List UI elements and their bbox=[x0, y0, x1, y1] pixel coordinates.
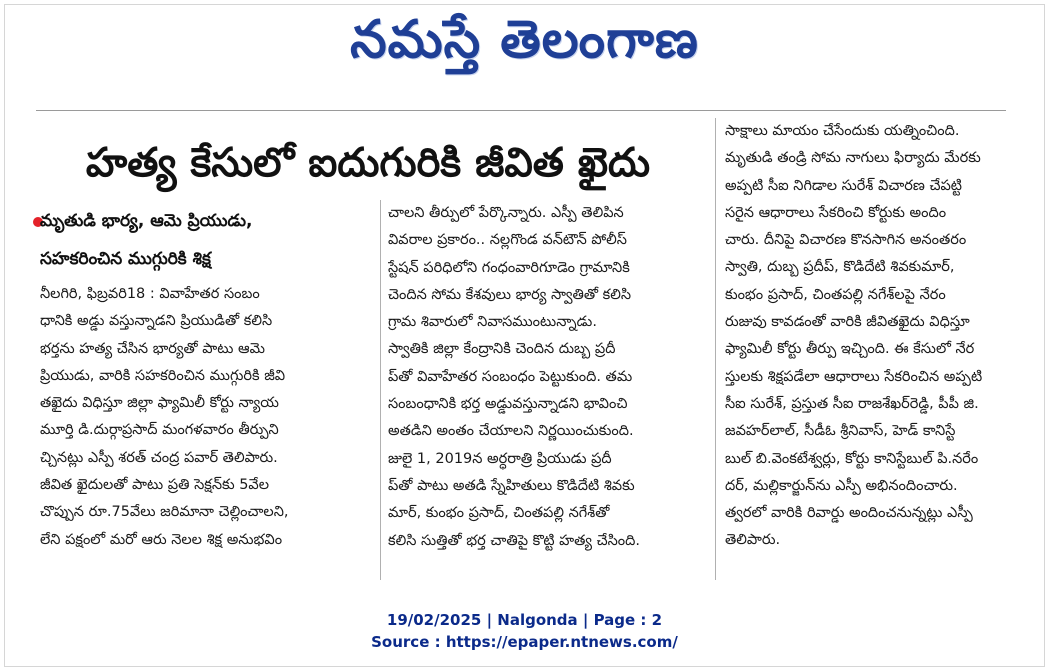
article-text-line: నీలగిరి, ఫిబ్రవరి18 : వివాహేతర సంబం bbox=[40, 286, 260, 302]
article-text-line: స్వాతికి జిల్లా కేంద్రానికి చెందిన దుబ్బ ప్రదీ bbox=[388, 341, 616, 358]
article-text-line: సీఐ సురేశ్, ప్రస్తుత సీఐ రాజశేఖర్‌రెడ్డి, పీపీ జి. bbox=[725, 395, 979, 412]
article-text-line: స్టేషన్ పరిధిలోని గంధంవారిగూడెం గ్రామానికి bbox=[388, 259, 630, 276]
article-text-line: బుల్ బి.వెంకటేశ్వర్లు, కోర్టు కానిస్టేబుల్ పి.నరేం bbox=[725, 450, 979, 467]
article-text-line: అతడిని అంతం చేయాలని నిర్ణయించుకుంది. bbox=[388, 423, 634, 440]
article-text-line: సరైన ఆధారాలు సేకరించి కోర్టుకు అందిం bbox=[725, 204, 947, 221]
article-text-line: లేని పక్షంలో మరో ఆరు నెలల శిక్ష అనుభవిం bbox=[40, 531, 283, 548]
article-text-line: ప్‌తో వివాహేతర సంబంధం పెట్టుకుంది. తమ bbox=[388, 368, 633, 385]
article-text-line: త్వరలో వారికి రివార్డు అందించనున్నట్లు ఎస్పీ bbox=[725, 505, 973, 522]
subheadline-line-2: సహకరించిన ముగ్గురికి శిక్ష bbox=[40, 249, 211, 269]
article-text-line: మార్, కుంభం ప్రసాద్, చింతపల్లి నగేశ్‌తో bbox=[388, 505, 610, 522]
column-divider-2 bbox=[715, 200, 716, 580]
masthead-divider bbox=[36, 110, 1006, 111]
article-text-line: గ్రామ శివారులో నివాసముంటున్నాడు. bbox=[388, 314, 597, 331]
article-text-line: ప్‌తో పాటు అతడి స్నేహితులు కొడిదేటి శివకు bbox=[388, 477, 635, 494]
footer-source: Source : https://epaper.ntnews.com/ bbox=[371, 633, 678, 651]
article-text-line: రుజువు కావడంతో వారికి జీవితఖైదు విధిస్తూ bbox=[725, 314, 970, 331]
article-text-line: సంబంధానికి భర్త అడ్డువస్తున్నాడని భావించి bbox=[388, 396, 628, 413]
column-divider-1 bbox=[380, 200, 381, 580]
article-text-line: ఫ్యామిలీ కోర్టు తీర్పు ఇచ్చింది. ఈ కేసులో నేర bbox=[725, 341, 975, 358]
subheadline-line-1: మృతుడి భార్య, ఆమె ప్రియుడు, bbox=[40, 211, 253, 231]
article-text-line: జులై 1, 2019న అర్ధరాత్రి ప్రియుడు ప్రదీ bbox=[388, 450, 612, 467]
newspaper-masthead: నమస్తే తెలంగాణ bbox=[350, 10, 699, 70]
article-text-line: స్వాతి, దుబ్బ ప్రదీప్, కొడిదేటి శివకుమార్, bbox=[725, 259, 955, 276]
article-column-2 bbox=[388, 200, 714, 555]
article-text-line: చెందిన సోమ కేశవులు భార్య స్వాతితో కలిసి bbox=[388, 286, 632, 303]
article-text-line: అప్పటి సీఐ నిగిడాల సురేశ్ విచారణ చేపట్టి bbox=[725, 177, 962, 194]
column-divider-top bbox=[715, 118, 716, 208]
article-text-line: చ్చినట్లు ఎస్పీ శరత్ చంద్ర పవార్ తెలిపారు. bbox=[40, 449, 278, 466]
article-headline: హత్య కేసులో ఐదుగురికి జీవిత ఖైదు bbox=[85, 140, 651, 186]
article-text-line: ప్రియుడు, వారికి సహకరించిన ముగ్గురికి జీవి bbox=[40, 367, 286, 384]
article-text-line: తెలిపారు. bbox=[725, 532, 781, 549]
article-column-1 bbox=[40, 281, 374, 554]
article-text-line: చాలని తీర్పులో పేర్కొన్నారు. ఎస్పీ తెలిపిన bbox=[388, 205, 624, 221]
article-text-line: స్తులకు శిక్షపడేలా ఆధారాలు సేకరించిన అప్పటి bbox=[725, 368, 983, 385]
article-text-line: మూర్తి డి.దుర్గాప్రసాద్ మంగళవారం తీర్పుని bbox=[40, 422, 279, 439]
footer-date-edition: 19/02/2025 | Nalgonda | Page : 2 bbox=[386, 611, 663, 629]
article-text-line: జీవిత ఖైదులతో పాటు ప్రతి సెక్షన్‌కు 5వేల bbox=[40, 477, 270, 494]
article-text-line: భర్తను హత్య చేసిన భార్యతో పాటు ఆమె bbox=[40, 340, 265, 357]
article-text-line: ధానికి అడ్డు వస్తున్నాడని ప్రియుడితో కలిసి bbox=[40, 313, 273, 330]
article-text-line: చారు. దీనిపై విచారణ కొనసాగిన అనంతరం bbox=[725, 232, 967, 249]
article-text-line: కలిసి సుత్తితో భర్త చాతిపై కొట్టి హత్య చేసింది. bbox=[388, 532, 640, 549]
article-text-line: సాక్షాలు మాయం చేసేందుకు యత్నించింది. bbox=[725, 123, 960, 139]
article-text-line: దర్, మల్లికార్జున్‌ను ఎస్పీ అభినందించారు. bbox=[725, 477, 958, 494]
article-column-3 bbox=[725, 118, 1025, 555]
article-text-line: కుంభం ప్రసాద్, చింతపల్లి నగేశ్‌లపై నేరం bbox=[725, 286, 946, 303]
article-text-line: చొప్పున రూ.75వేలు జరిమానా చెల్లించాలని, bbox=[40, 504, 289, 521]
article-text-line: తఖైదు విధిస్తూ జిల్లా ఫ్యామిలీ కోర్టు న్యాయ bbox=[40, 395, 279, 412]
article-text-line: మృతుడి తండ్రి సోమ నాగులు ఫిర్యాదు మేరకు bbox=[725, 150, 981, 167]
article-text-line: జవహర్‌లాల్, సీడీఓ శ్రీనివాస్, హెడ్ కానిస్టే bbox=[725, 423, 956, 440]
article-text-line: వివరాల ప్రకారం.. నల్లగొండ వన్‌టౌన్ పోలీస్ bbox=[388, 232, 627, 249]
